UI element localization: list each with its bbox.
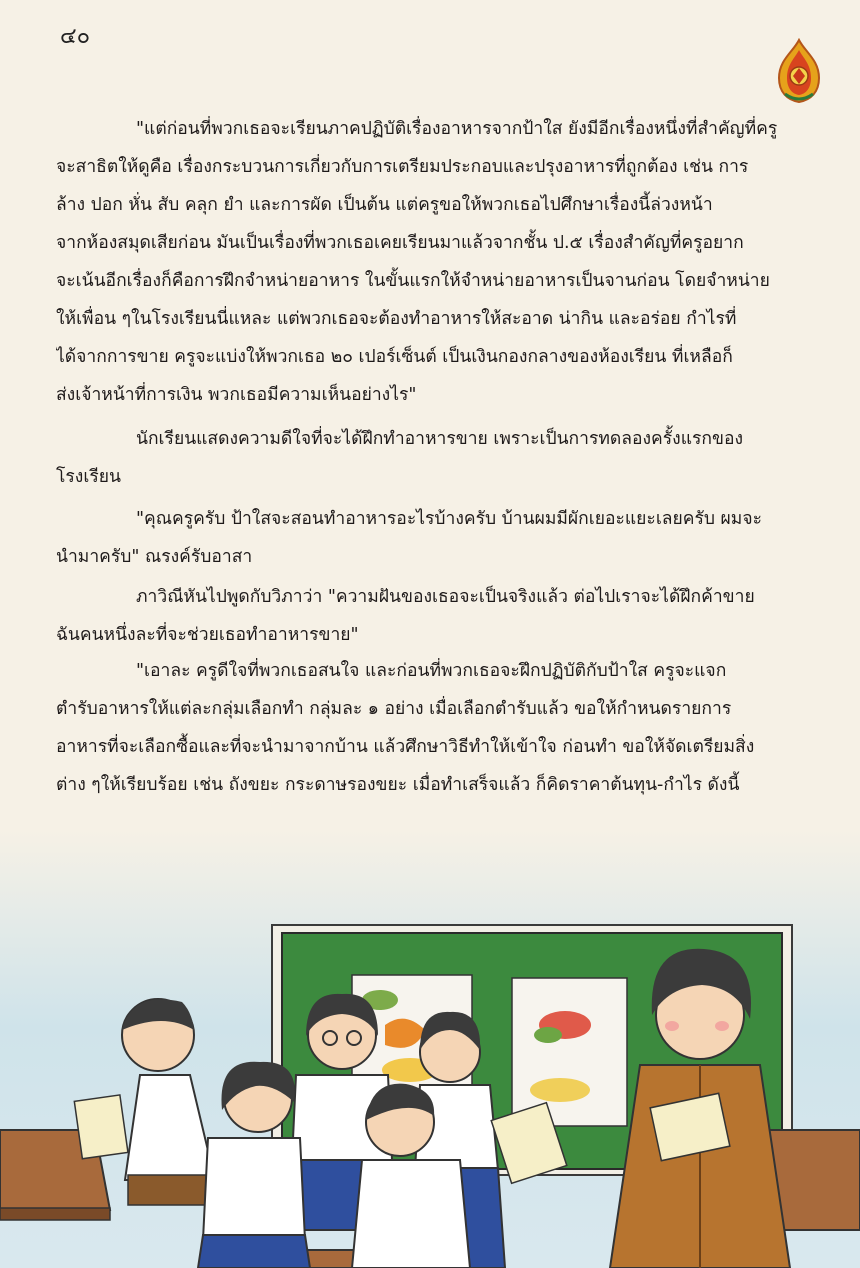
paper-sheet — [74, 1095, 128, 1159]
classroom-illustration — [0, 830, 860, 1268]
text-line: จากห้องสมุดเสียก่อน มันเป็นเรื่องที่พวกเธอเคยเรียนมาแล้วจากชั้น ป.๕ เรื่องสำคัญที่ครูอยาก — [56, 233, 744, 253]
text-line: นำมาครับ" ณรงค์รับอาสา — [56, 547, 253, 567]
text-line: นักเรียนแสดงความดีใจที่จะได้ฝึกทำอาหารขาย เพราะเป็นการทดลองครั้งแรกของ — [136, 429, 743, 449]
paragraph-3 — [56, 500, 792, 576]
text-line: โรงเรียน — [56, 467, 121, 487]
text-line: ให้เพื่อน ๆในโรงเรียนนี่แหละ แต่พวกเธอจะต้องทำอาหารให้สะอาด น่ากิน และอร่อย กำไรที่ — [56, 309, 737, 329]
paragraph-4 — [56, 578, 792, 654]
text-line: ต่าง ๆให้เรียบร้อย เช่น ถังขยะ กระดาษรองขยะ เมื่อทำเสร็จแล้ว ก็คิดราคาต้นทุน-กำไร ดังนี้ — [56, 775, 740, 795]
text-line: ส่งเจ้าหน้าที่การเงิน พวกเธอมีความเห็นอย่างไร" — [56, 385, 417, 405]
page-number: ๔๐ — [60, 24, 91, 49]
text-line: ตำรับอาหารให้แต่ละกลุ่มเลือกทำ กลุ่มละ ๑ อย่าง เมื่อเลือกตำรับแล้ว ขอให้กำหนดรายการ — [56, 699, 732, 719]
ministry-emblem-icon — [775, 38, 823, 104]
text-line: จะสาธิตให้ดูคือ เรื่องกระบวนการเกี่ยวกับการเตรียมประกอบและปรุงอาหารที่ถูกต้อง เช่น การ — [56, 157, 749, 177]
text-line: "คุณครูครับ ป้าใสจะสอนทำอาหารอะไรบ้างครับ บ้านผมมีผักเยอะแยะเลยครับ ผมจะ — [136, 509, 763, 529]
paragraph-1 — [56, 110, 792, 414]
text-line: ฉันคนหนึ่งละที่จะช่วยเธอทำอาหารขาย" — [56, 625, 359, 645]
text-line: ภาวิณีหันไปพูดกับวิภาว่า "ความฝันของเธอจะเป็นจริงแล้ว ต่อไปเราจะได้ฝึกค้าขาย — [136, 587, 755, 607]
text-line: "เอาละ ครูดีใจที่พวกเธอสนใจ และก่อนที่พวกเธอจะฝึกปฏิบัติกับป้าใส ครูจะแจก — [136, 661, 727, 681]
text-line: "แต่ก่อนที่พวกเธอจะเรียนภาคปฏิบัติเรื่องอาหารจากป้าใส ยังมีอีกเรื่องหนึ่งที่สำคัญที่ครู — [136, 119, 778, 139]
text-line: ได้จากการขาย ครูจะแบ่งให้พวกเธอ ๒๐ เปอร์เซ็นต์ เป็นเงินกองกลางของห้องเรียน ที่เหลือก็ — [56, 347, 733, 367]
text-line: ล้าง ปอก หั่น สับ คลุก ยำ และการผัด เป็นต้น แต่ครูขอให้พวกเธอไปศึกษาเรื่องนี้ล่วงหน้า — [56, 195, 713, 215]
text-line: จะเน้นอีกเรื่องก็คือการฝึกจำหน่ายอาหาร ในขั้นแรกให้จำหน่ายอาหารเป็นจานก่อน โดยจำหน่าย — [56, 271, 770, 291]
food-poster-right — [512, 978, 627, 1126]
paragraph-2 — [56, 420, 792, 496]
text-line: อาหารที่จะเลือกซื้อและที่จะนำมาจากบ้าน แล้วศึกษาวิธีทำให้เข้าใจ ก่อนทำ ขอให้จัดเตรียมสิ่ง — [56, 737, 755, 757]
paragraph-5 — [56, 652, 792, 804]
